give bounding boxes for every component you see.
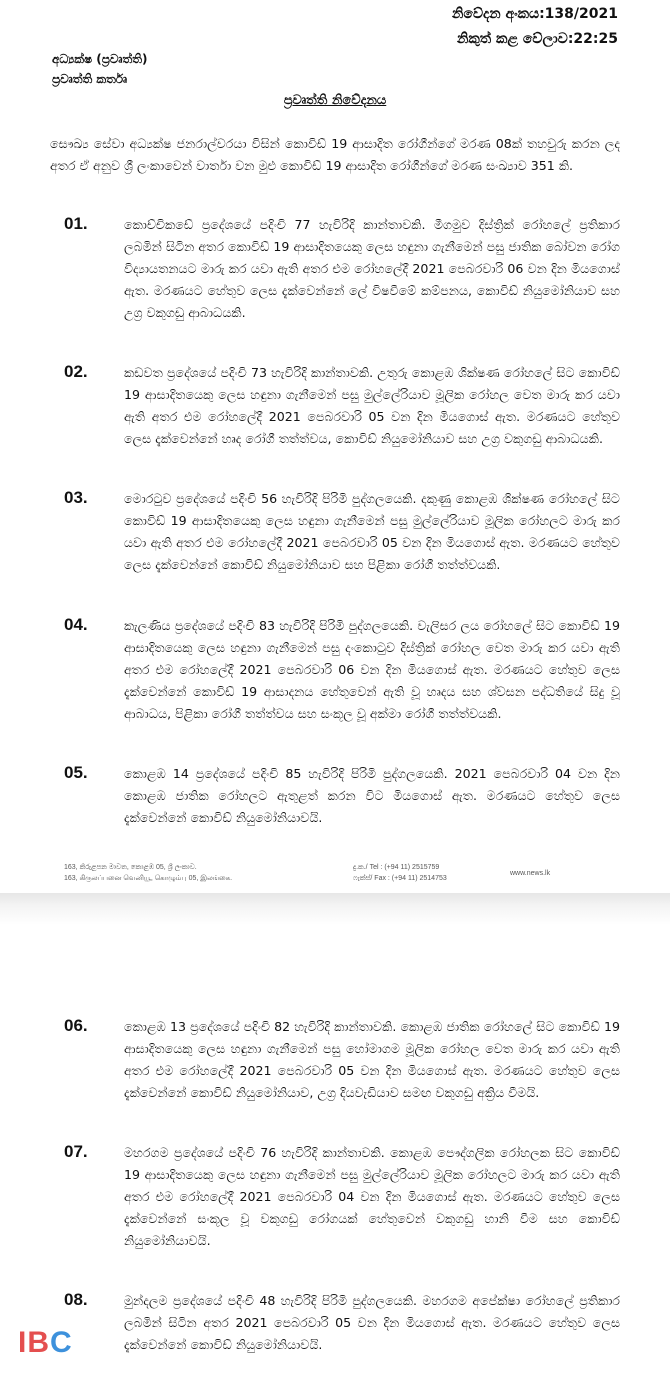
item-number: 02. xyxy=(64,362,88,381)
death-report-item xyxy=(64,1142,620,1252)
document-title xyxy=(0,93,670,108)
item-number: 05. xyxy=(64,763,88,782)
item-text: කොළඹ 14 ප්‍රදේශයේ පදිංචි 85 හැවිරිදි පිරිමි පුද්ගලයෙකි. 2021 පෙබරවාරි 04 වන දින කොළඹ ජාතික රෝහලට ඇතුළත් කරන විට මියගොස් ඇත. මරණයට හේතුව ලෙස දැක්වෙන්නේ කොවිඩ් නියුමෝනියාවයි. xyxy=(124,766,620,825)
item-text: මොරටුව ප්‍රදේශයේ පදිංචි 56 හැවිරිදි පිරිමි පුද්ගලයෙකි. දකුණු කොළඹ ශික්ෂණ රෝහලේ සිට කොවිඩ් 19 ආසාදිතයෙකු ලෙස හඳුනා ගැනීමෙන් පසු මුල්ලේරියාව මූලික රෝහලට මාරු කර යවා ඇති අතර එම රෝහලේදී 2021 පෙබරවාරි 05 වන දින මියගොස් ඇත. මරණයට හේතුව ලෙස දැක්වෙන්නේ කොවිඩ් නියුමෝනියාව සහ පිළිකා රෝගී තත්ත්වයකි. xyxy=(124,491,620,572)
addressee-line-2: ප්‍රවෘත්ති කර්තෘ xyxy=(52,72,128,86)
footer-phone: දු.ක./ Tel : (+94 11) 2515759 xyxy=(353,864,440,871)
footer-address-tamil: 163, கிருலப்பனை வெனியூ, கொழும்பு 05, இலங்கை. xyxy=(64,875,233,882)
logo-text-part2: C xyxy=(50,1326,73,1359)
item-number: 06. xyxy=(64,1016,88,1035)
item-number: 03. xyxy=(64,488,88,507)
item-text: මහරගම ප්‍රදේශයේ පදිංචි 76 හැවිරිදි කාන්තාවකි. කොළඹ පෞද්ගලික රෝහලක සිට කොවිඩ් 19 ආසාදිතයෙකු ලෙස හඳුනා ගැනීමෙන් පසු මුල්ලේරියාව මූලික රෝහලට මාරු කර යවා ඇති අතර එම රෝහලේදී 2021 පෙබරවාරි 04 වන දින මියගොස් ඇත. මරණයට හේතුව ලෙස දැක්වෙන්නේ සංකූල වූ වකුගඩු රෝගයක් හේතුවෙන් වකුගඩු හානි වීම සහ කොවිඩ් නියුමෝනියාවයි. xyxy=(124,1145,620,1248)
item-text: කොළඹ 13 ප්‍රදේශයේ පදිංචි 82 හැවිරිදි කාන්තාවකි. කොළඹ ජාතික රෝහලේ සිට කොවිඩ් 19 ආසාදිතයෙකු ලෙස හඳුනා ගැනීමෙන් පසු හෝමාගම මූලික රෝහල වෙත මාරු කර යවා ඇති අතර එම රෝහලේදී 2021 පෙබරවාරි 05 වන දින මියගොස් ඇත. මරණයට හේතුව ලෙස දැක්වෙන්නේ කොවිඩ් නියුමෝනියාව, උග්‍ර දියවැඩියාව සමඟ වකුගඩු අක්‍රිය වීමයි. xyxy=(124,1019,620,1100)
logo-text-part1: IB xyxy=(18,1326,50,1359)
item-text: කඩවත ප්‍රදේශයේ පදිංචි 73 හැවිරිදි කාන්තාවකි. උතුරු කොළඹ ශික්ෂණ රෝහලේ සිට කොවිඩ් 19 ආසාදිතයෙකු ලෙස හඳුනා ගැනීමෙන් පසු මුල්ලේරියාව මූලික රෝහල වෙත මාරු කර යවා ඇති අතර එම රෝහලේදී 2021 පෙබරවාරි 05 වන දින මියගොස් ඇත. මරණයට හේතුව ලෙස දැක්වෙන්නේ හෘද රෝගී තත්ත්වය, කොවිඩ් නියුමෝනියාව සහ උග්‍ර වකුගඩු ආබාධයකි. xyxy=(124,365,620,446)
footer-website[interactable]: www.news.lk xyxy=(510,870,551,877)
death-report-item xyxy=(64,214,620,324)
item-text: මුන්දලම ප්‍රදේශයේ පදිංචි 48 හැවිරිදි පිරිමි පුද්ගලයෙකි. මහරගම අපේක්ෂා රෝහලේ ප්‍රතිකාර ලබමින් සිටින අතර 2021 පෙබරවාරි 05 වන දින මියගොස් ඇත. මරණයට හේතුව ලෙස දැක්වෙන්නේ කොවිඩ් නියුමෝනියාවයි. xyxy=(124,1293,620,1352)
page-separator xyxy=(0,893,670,925)
document-title-text: ප්‍රවෘත්ති නිවේදනය xyxy=(283,93,387,108)
footer-contact xyxy=(353,862,447,884)
footer-address-sinhala: 163, කිරුළපන මාවත, කොළඹ 05, ශ්‍රී ලංකාව. xyxy=(64,864,197,871)
death-report-item xyxy=(64,615,620,725)
issued-time: නිකුත් කළ වේලාව:22:25 xyxy=(456,31,618,47)
ibc-logo xyxy=(18,1326,73,1360)
death-report-item xyxy=(64,1016,620,1104)
item-text: කැලණිය ප්‍රදේශයේ පදිංචි 83 හැවිරිදි පිරිමි පුද්ගලයෙකි. වැලිසර ලය රෝහලේ සිට කොවිඩ් 19 ආසාදිතයෙකු ලෙස හඳුනා ගැනීමෙන් පසු දංකොටුව දිස්ත්‍රික් රෝහල වෙත මාරු කර යවා ඇති අතර එම රෝහලේදී 2021 පෙබරවාරි 06 වන දින මියගොස් ඇත. මරණයට හේතුව ලෙස දැක්වෙන්නේ කොවිඩ් 19 ආසාදනය හේතුවෙන් ඇති වූ හෘදය සහ ශ්වසන පද්ධතියේ සිදු වූ ආබාධය, පිළිකා රෝගී තත්ත්වය සහ සංකූල වූ අක්මා රෝගී තත්ත්වයකි. xyxy=(124,618,620,721)
notice-number: නිවේදන අංකය:138/2021 xyxy=(452,6,618,22)
death-report-item xyxy=(64,488,620,576)
death-report-item xyxy=(64,362,620,450)
death-report-item xyxy=(64,763,620,829)
intro-paragraph: සෞඛ්‍ය සේවා අධ්‍යක්ෂ ජනරාල්වරයා විසින් කොවිඩ් 19 ආසාදිත රෝගීන්ගේ මරණ 08ක් තහවුරු කරන ලද අතර ඒ අනුව ශ්‍රී ලංකාවෙන් වාර්තා වන මුළු කොවිඩ් 19 ආසාදිත රෝගීන්ගේ මරණ සංඛ්‍යාව 351 කි. xyxy=(50,136,620,173)
death-report-item xyxy=(64,1290,620,1356)
footer-address xyxy=(64,862,232,884)
item-number: 04. xyxy=(64,615,88,634)
item-number: 08. xyxy=(64,1290,88,1309)
addressee-line-1: අධ්‍යක්ෂ (ප්‍රවෘත්ති) xyxy=(52,52,148,66)
footer-fax: ෆැක්ස්/ Fax : (+94 11) 2514753 xyxy=(353,875,447,882)
item-number: 01. xyxy=(64,214,88,233)
item-text: කොච්චිකඩේ ප්‍රදේශයේ පදිංචි 77 හැවිරිදි කාන්තාවකි. මීගමුව දිස්ත්‍රික් රෝහලේ ප්‍රතිකාර ලබමින් සිටින අතර කොවිඩ් 19 ආසාදිතයෙකු ලෙස හඳුනා ගැනීමෙන් පසු ජාතික බෝවන රෝග විද්‍යායතනයට මාරු කර යවා ඇති අතර එම රෝහලේදී 2021 පෙබරවාරි 06 වන දින මියගොස් ඇත. මරණයට හේතුව ලෙස දැක්වෙන්නේ ලේ විෂවීමේ කම්පනය, කොවිඩ් නියුමෝනියාව සහ උග්‍ර වකුගඩු ආබාධයකි. xyxy=(124,217,620,320)
item-number: 07. xyxy=(64,1142,88,1161)
